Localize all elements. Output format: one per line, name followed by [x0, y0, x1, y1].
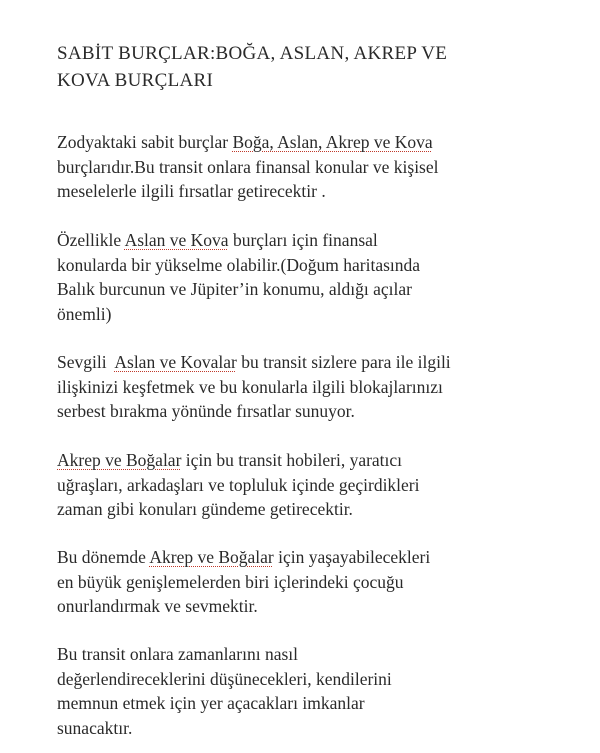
document: [57, 40, 577, 738]
paragraph: [57, 228, 420, 326]
text-line: onurlandırmak ve sevmektir.: [57, 596, 258, 616]
text-line: değerlendireceklerini düşünecekleri, kendilerini: [57, 668, 392, 689]
paragraph: [57, 642, 392, 740]
title-line: SABİT BURÇLAR:BOĞA, ASLAN, AKREP VE: [57, 43, 448, 64]
text-line: önemli): [57, 303, 112, 324]
text-segment: için bu transit hobileri, yaratıcı: [181, 450, 403, 470]
text-line: Balık burcunun ve Jüpiter’in konumu, aldığı açılar: [57, 279, 412, 299]
text-line: konularda bir yükselme olabilir.(Doğum haritasında: [57, 254, 421, 275]
text-line: burçlarıdır.Bu transit onlara finansal konular ve kişisel: [57, 156, 439, 177]
paragraph: [57, 130, 439, 204]
text-line: [57, 545, 430, 570]
highlighted-sign-names: Akrep ve Boğalar: [149, 547, 274, 567]
text-segment: burçları için finansal: [228, 230, 378, 250]
text-line: serbest bırakma yönünde fırsatlar sunuyor.: [57, 401, 355, 421]
text-segment: için yaşayabilecekleri: [273, 547, 431, 567]
text-line: [57, 130, 439, 155]
text-line: Bu transit onlara zamanlarını nasıl: [57, 644, 299, 664]
text-line: zaman gibi konuları gündeme getirecektir.: [57, 499, 353, 519]
text-segment: Özellikle: [57, 230, 125, 250]
paragraph: [57, 545, 430, 619]
text-segment: bu transit sizlere para ile ilgili: [236, 352, 451, 372]
highlighted-sign-names: Aslan ve Kovalar: [114, 352, 237, 372]
text-segment: Sevgili: [57, 352, 115, 372]
page-title: [57, 40, 577, 94]
paragraph: [57, 350, 451, 424]
text-line: [57, 228, 420, 253]
text-line: uğraşları, arkadaşları ve topluluk içinde geçirdikleri: [57, 474, 420, 495]
text-line: sunacaktır.: [57, 717, 133, 738]
text-line: [57, 350, 451, 375]
text-line: memnun etmek için yer açacakları imkanlar: [57, 693, 365, 713]
text-segment: Bu dönemde: [57, 547, 150, 567]
text-line: [57, 448, 420, 473]
text-segment: Zodyaktaki sabit burçlar: [57, 132, 233, 152]
text-line: en büyük genişlemelerden biri içlerindeki çocuğu: [57, 571, 404, 592]
highlighted-sign-names: Aslan ve Kova: [124, 230, 229, 250]
text-line: ilişkinizi keşfetmek ve bu konularla ilgili blokajlarınızı: [57, 376, 443, 397]
highlighted-sign-names: Akrep ve Boğalar: [57, 450, 182, 470]
highlighted-sign-names: Boğa, Aslan, Akrep ve Kova: [232, 132, 433, 152]
title-line: KOVA BURÇLARI: [57, 70, 214, 91]
paragraph: [57, 448, 420, 522]
text-line: meselelerle ilgili fırsatlar getirecektir .: [57, 181, 326, 201]
